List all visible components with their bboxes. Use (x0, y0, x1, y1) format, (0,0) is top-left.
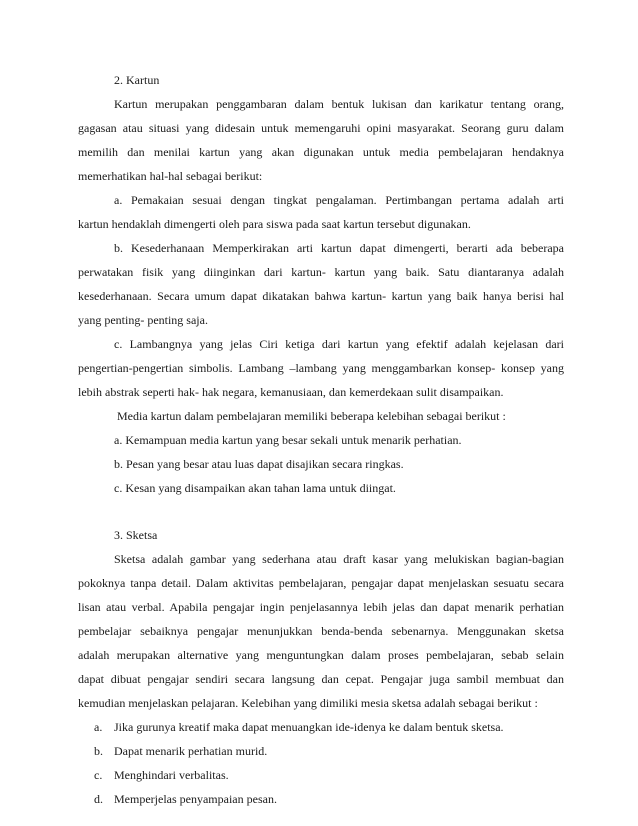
paragraph-line: gagasan atau situasi yang didesain untuk memengaruhi opini masyarakat. Seorang guru dalam (78, 121, 564, 135)
list-marker: c. (94, 768, 103, 782)
paragraph-line: Sketsa adalah gambar yang sederhana atau draft kasar yang melukiskan bagian-bagian (114, 552, 564, 566)
advantage-item: c. Kesan yang disampaikan akan tahan lama untuk diingat. (114, 481, 396, 495)
list-item: Jika gurunya kreatif maka dapat menuangkan ide-idenya ke dalam bentuk sketsa. (114, 720, 504, 734)
paragraph-line: memerhatikan hal-hal sebagai berikut: (78, 169, 263, 183)
advantages-intro: Media kartun dalam pembelajaran memiliki beberapa kelebihan sebagai berikut : (117, 409, 506, 423)
paragraph-line: Kartun merupakan penggambaran dalam bentuk lukisan dan karikatur tentang orang, (114, 97, 564, 111)
list-item-line: kesederhanaan. Secara umum dapat dikatakan bahwa kartun- kartun yang baik hanya berisi hal (78, 289, 564, 303)
list-item-line: pengertian-pengertian simbolis. Lambang –lambang yang menggambarkan konsep- konsep yang (78, 361, 564, 375)
list-item-line: kartun hendaklah dimengerti oleh para siswa pada saat kartun tersebut digunakan. (78, 217, 471, 231)
advantage-item: a. Kemampuan media kartun yang besar sekali untuk menarik perhatian. (114, 433, 462, 447)
list-item-line: perwatakan fisik yang diinginkan dari kartun- kartun yang baik. Satu diantaranya adalah (78, 265, 564, 279)
list-marker: d. (94, 792, 103, 806)
paragraph-line: lisan atau verbal. Apabila pengajar ingin penjelasannya lebih jelas dan dapat menarik perhatian (78, 600, 564, 614)
paragraph-line: dapat dibuat pengajar sendiri secara langsung dan cepat. Pengajar juga sambil membuat dan (78, 672, 564, 686)
paragraph-line: kemudian menjelaskan pelajaran. Kelebihan yang dimiliki mesia sketsa adalah sebagai berikut : (78, 696, 538, 710)
list-item: Memperjelas penyampaian pesan. (114, 792, 277, 806)
list-item-line: c. Lambangnya yang jelas Ciri ketiga dari kartun yang efektif adalah kejelasan dari (114, 337, 564, 351)
section-heading-sketsa: 3. Sketsa (114, 528, 158, 542)
list-marker: a. (94, 720, 103, 734)
list-item-line: a. Pemakaian sesuai dengan tingkat pengalaman. Pertimbangan pertama adalah arti (114, 193, 564, 207)
list-marker: b. (94, 744, 103, 758)
list-item-line: lebih abstrak seperti hak- hak negara, kemanusiaan, dan kemerdekaan sulit disampaikan. (78, 385, 504, 399)
paragraph-line: pembelajar sebaiknya pengajar menunjukkan benda-benda sebenarnya. Menggunakan sketsa (78, 624, 564, 638)
list-item: Menghindari verbalitas. (114, 768, 229, 782)
list-item-line: yang penting- penting saja. (78, 313, 208, 327)
section-heading-kartun: 2. Kartun (114, 73, 160, 87)
paragraph-line: adalah merupakan alternative yang menguntungkan dalam proses pembelajaran, sebab selain (78, 648, 564, 662)
paragraph-line: memilih dan menilai kartun yang akan digunakan untuk media pembelajaran hendaknya (78, 145, 564, 159)
paragraph-line: pokoknya tanpa detail. Dalam aktivitas pembelajaran, pengajar dapat menjelaskan sesuatu secara (78, 576, 564, 590)
list-item-line: b. Kesederhanaan Memperkirakan arti kartun dapat dimengerti, berarti ada beberapa (114, 241, 564, 255)
list-item: Dapat menarik perhatian murid. (114, 744, 268, 758)
advantage-item: b. Pesan yang besar atau luas dapat disajikan secara ringkas. (114, 457, 404, 471)
